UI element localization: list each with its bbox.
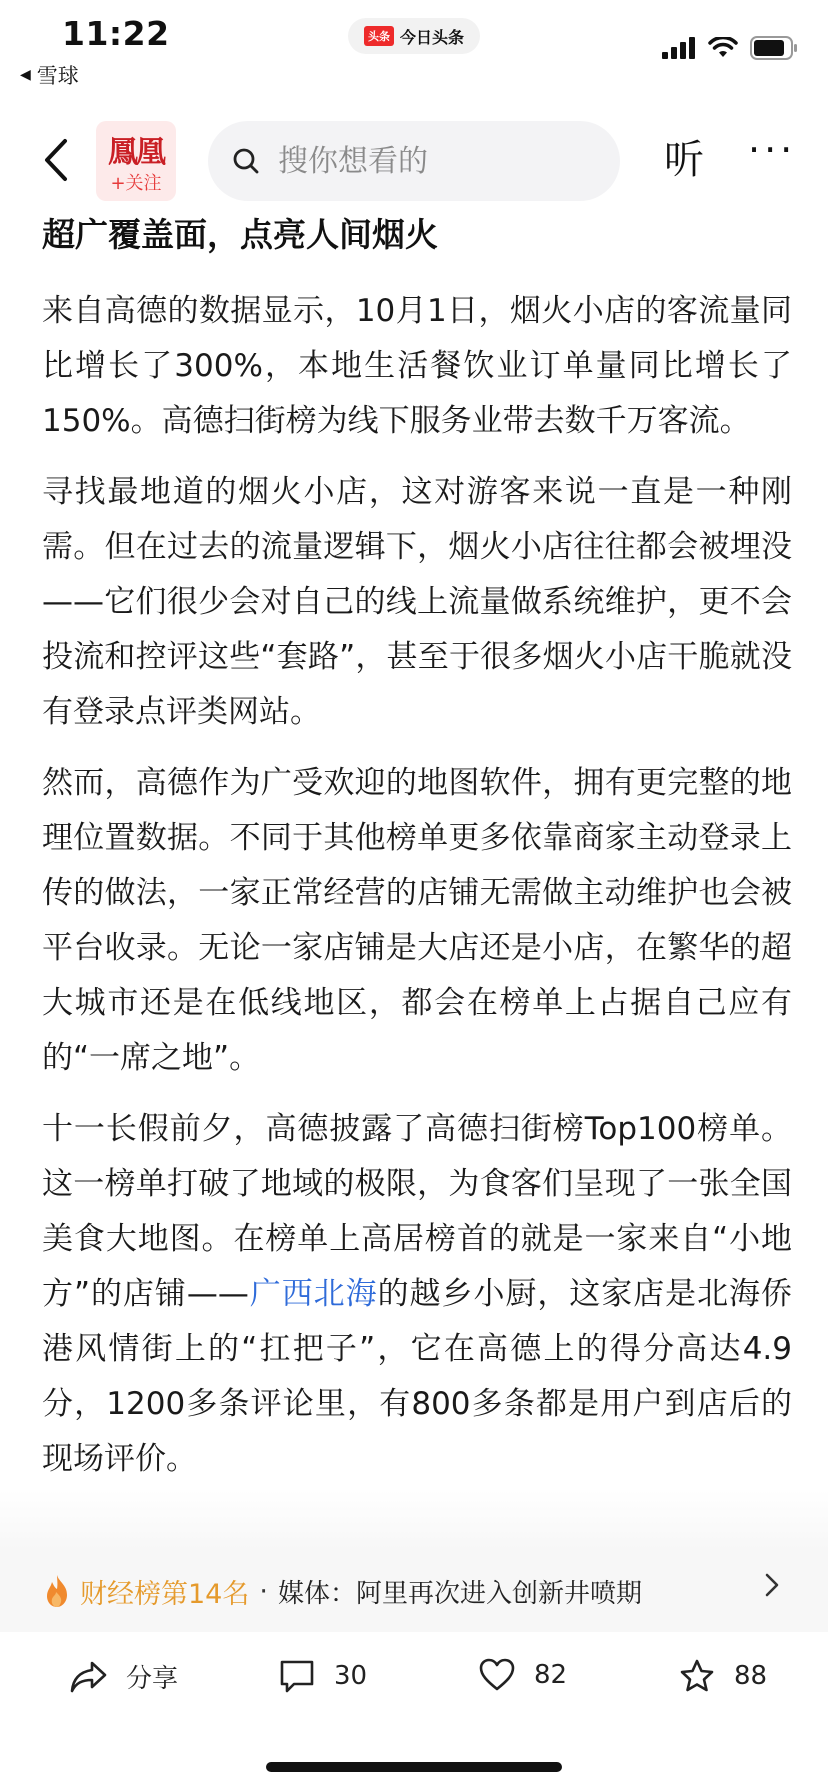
- follow-label: +关注: [110, 173, 162, 194]
- share-button[interactable]: [70, 1658, 178, 1695]
- app-pill: [348, 18, 480, 54]
- flame-icon: [42, 1573, 72, 1609]
- system-icons: [662, 36, 798, 60]
- paragraph-4-text-b: 的越乡小厨，这家店是北海侨港风情街上的“扛把子”，它在高德上的得分高达4.9分，1200多条评论里，有800多条都是用户到店后的现场评价。: [42, 1276, 793, 1477]
- share-icon: [70, 1660, 108, 1694]
- place-link[interactable]: 广西北海: [248, 1276, 378, 1312]
- favorite-count: 88: [734, 1661, 768, 1691]
- star-icon: [678, 1658, 716, 1694]
- chevron-left-icon: [43, 138, 69, 182]
- hot-ranking-bar[interactable]: [0, 1550, 828, 1632]
- paragraph-2: 寻找最地道的烟火小店，这对游客来说一直是一种刚需。但在过去的流量逻辑下，烟火小店往往都会被埋没——它们很少会对自己的线上流量做系统维护，更不会投流和控评这些“套路”，甚至于很多烟火小店干脆就没有登录点评类网站。: [42, 474, 792, 730]
- home-indicator[interactable]: [266, 1762, 562, 1772]
- section-heading: 超广覆盖面，点亮人间烟火: [42, 215, 438, 254]
- favorite-button[interactable]: [678, 1658, 767, 1694]
- rank-label: 财经榜第14名: [80, 1578, 250, 1610]
- comment-button[interactable]: [278, 1658, 367, 1694]
- back-triangle-icon: ◀: [20, 67, 31, 83]
- like-button[interactable]: [478, 1658, 567, 1692]
- search-input[interactable]: [276, 143, 580, 180]
- top-nav: [0, 108, 828, 218]
- signal-icon: [662, 37, 696, 59]
- app-logo: 头条: [364, 26, 394, 46]
- paragraph-4: [42, 1102, 792, 1487]
- chevron-right-icon: [764, 1572, 780, 1598]
- back-to-app-link[interactable]: [20, 60, 79, 90]
- source-logo: 鳳凰: [108, 135, 164, 170]
- search-bar[interactable]: [208, 121, 620, 201]
- more-button[interactable]: ···: [748, 128, 797, 172]
- wifi-icon: [708, 37, 738, 59]
- hot-headline: 媒体：阿里再次进入创新井喷期: [277, 1578, 642, 1609]
- comment-count: 30: [334, 1661, 368, 1691]
- article-body: [42, 210, 792, 1503]
- battery-icon: [750, 36, 798, 60]
- comment-icon: [278, 1658, 316, 1694]
- heart-icon: [478, 1658, 516, 1692]
- action-bar: [0, 1640, 828, 1730]
- source-follow-button[interactable]: [96, 121, 176, 201]
- back-button[interactable]: [34, 130, 78, 190]
- search-icon: [232, 147, 260, 175]
- status-time: 11:22: [62, 14, 170, 53]
- back-app-label: 雪球: [36, 64, 79, 88]
- like-count: 82: [534, 1660, 568, 1690]
- status-bar: [0, 0, 828, 110]
- paragraph-1: 来自高德的数据显示，10月1日，烟火小店的客流量同比增长了300%，本地生活餐饮业订单量同比增长了150%。高德扫街榜为线下服务业带去数千万客流。: [42, 293, 792, 439]
- share-label: 分享: [126, 1664, 179, 1694]
- listen-button[interactable]: 听: [664, 137, 704, 183]
- paragraph-4-text-a: 十一长假前夕，高德披露了高德扫街榜Top100榜单。这一榜单打破了地域的极限，为食客们呈现了一张全国美食大地图。在榜单上高居榜首的就是一家来自“小地方”的店铺——: [42, 1111, 792, 1312]
- paragraph-3: 然而，高德作为广受欢迎的地图软件，拥有更完整的地理位置数据。不同于其他榜单更多依靠商家主动登录上传的做法，一家正常经营的店铺无需做主动维护也会被平台收录。无论一家店铺是大店还是小店，在繁华的超大城市还是在低线地区，都会在榜单上占据自己应有的“一席之地”。: [42, 765, 792, 1076]
- separator-dot: ·: [259, 1575, 268, 1607]
- app-name: 今日头条: [399, 27, 464, 47]
- content-fade: [0, 1490, 828, 1550]
